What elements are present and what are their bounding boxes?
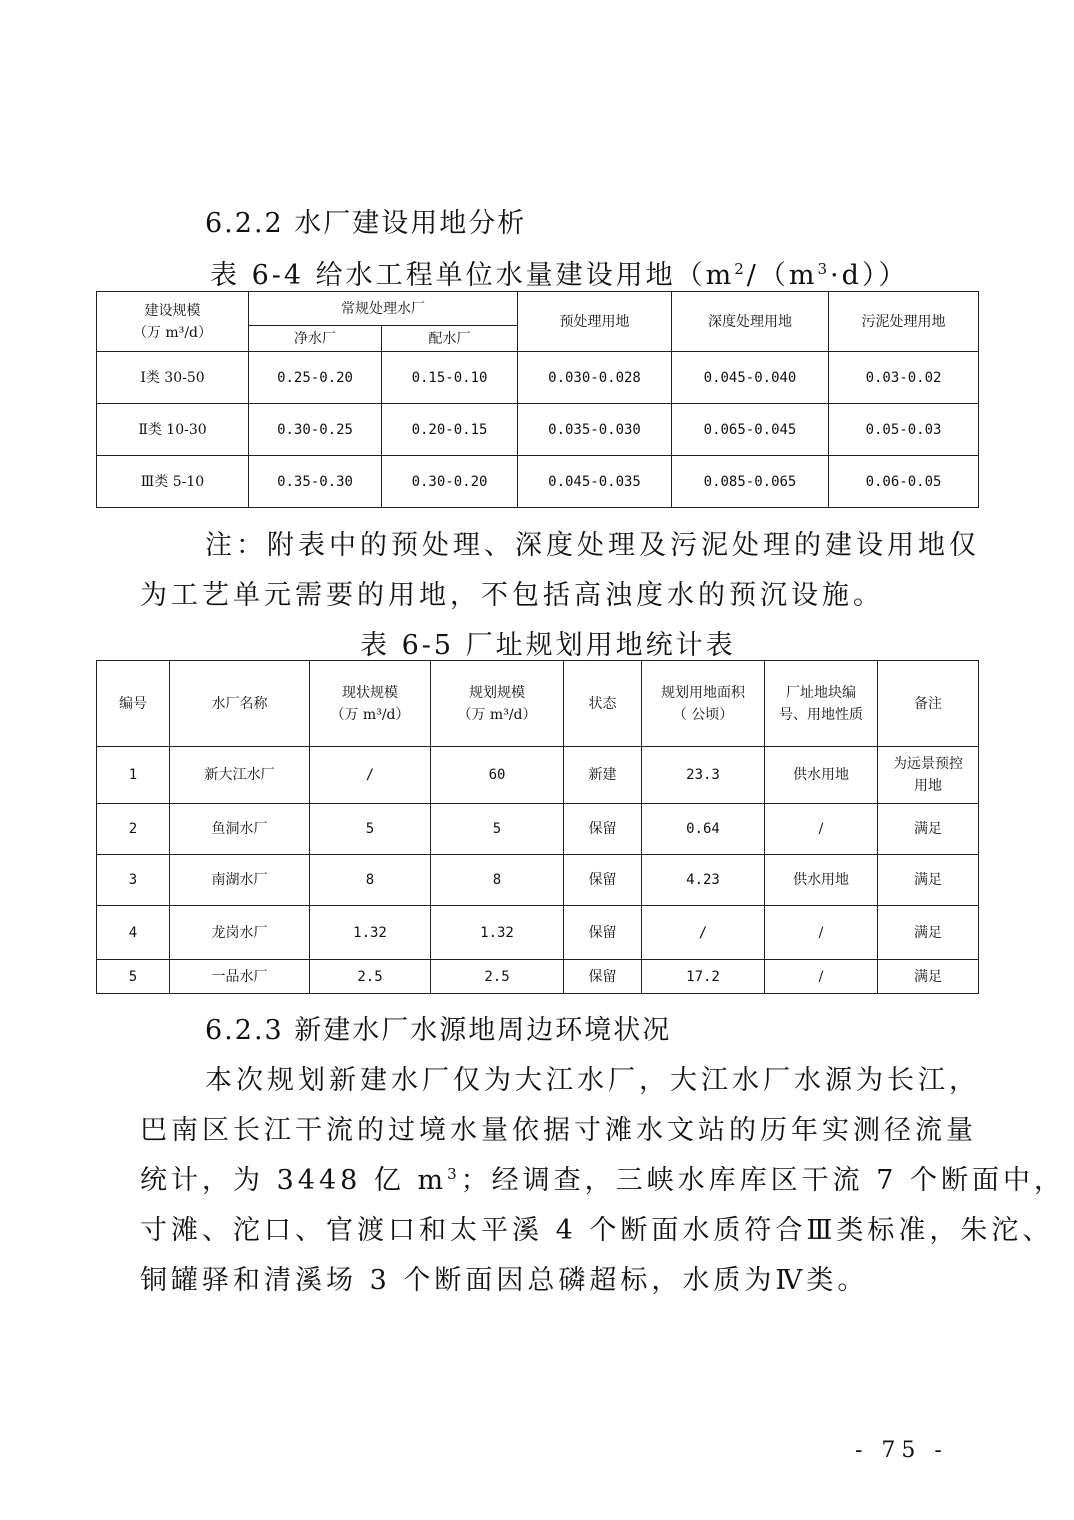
table-row: 2 鱼洞水厂 5 5 保留 0.64 / 满足: [97, 804, 979, 855]
header-planned: 规划规模 （万 m³/d）: [431, 661, 564, 747]
table-row: 5 一品水厂 2.5 2.5 保留 17.2 / 满足: [97, 960, 979, 994]
paragraph-line-5: 铜罐驿和清溪场 3 个断面因总磷超标，水质为Ⅳ类。: [140, 1265, 869, 1296]
paragraph-line-2: 巴南区长江干流的过境水量依据寸滩水文站的历年实测径流量: [140, 1115, 977, 1146]
table-row: 3 南湖水厂 8 8 保留 4.23 供水用地 满足: [97, 855, 979, 906]
paragraph-line-3: 统计，为 3448 亿 $m^3$；经调查，三峡水库库区干流 7 个断面中，: [140, 1165, 1065, 1196]
header-plot: 厂址地块编 号、用地性质: [765, 661, 878, 747]
table-row: 1 新大江水厂 / 60 新建 23.3 供水用地 为远景预控 用地: [97, 747, 979, 804]
table-row: Ⅲ类 5-10 0.35-0.30 0.30-0.20 0.045-0.035 0.085-0.065 0.06-0.05: [97, 456, 979, 508]
header-conventional: 常规处理水厂: [249, 292, 518, 326]
paragraph-line-4: 寸滩、沱口、官渡口和太平溪 4 个断面水质符合Ⅲ类标准，朱沱、: [140, 1215, 1054, 1246]
table-row: 4 龙岗水厂 1.32 1.32 保留 / / 满足: [97, 906, 979, 960]
header-no: 编号: [97, 661, 170, 747]
note-line-1: 注：附表中的预处理、深度处理及污泥处理的建设用地仅: [205, 530, 980, 561]
note-line-2: 为工艺单元需要的用地，不包括高浊度水的预沉设施。: [140, 580, 884, 611]
paragraph-line-1: 本次规划新建水厂仅为大江水厂，大江水厂水源为长江，: [205, 1065, 980, 1096]
header-status: 状态: [564, 661, 642, 747]
table-6-5: [96, 660, 979, 994]
section-heading-6-2-2: 6.2.2 水厂建设用地分析: [205, 208, 527, 239]
header-remark: 备注: [878, 661, 979, 747]
header-area: 规划用地面积 （ 公顷）: [642, 661, 765, 747]
header-scale: 建设规模 （万 m³/d）: [97, 292, 249, 352]
table-row: Ⅰ类 30-50 0.25-0.20 0.15-0.10 0.030-0.028 0.045-0.040 0.03-0.02: [97, 352, 979, 404]
header-pretreatment: 预处理用地: [518, 292, 672, 352]
header-sludge: 污泥处理用地: [829, 292, 979, 352]
page-number: - 75 -: [855, 1438, 948, 1463]
table-row: Ⅱ类 10-30 0.30-0.25 0.20-0.15 0.035-0.030 0.065-0.045 0.05-0.03: [97, 404, 979, 456]
header-current: 现状规模 （万 m³/d）: [310, 661, 431, 747]
header-purification: 净水厂: [249, 326, 382, 352]
section-heading-6-2-3: 6.2.3 新建水厂水源地周边环境状况: [205, 1015, 672, 1046]
header-distribution: 配水厂: [382, 326, 518, 352]
header-advanced: 深度处理用地: [672, 292, 829, 352]
table-6-5-caption: 表 6-5 厂址规划用地统计表: [360, 630, 736, 661]
header-name: 水厂名称: [170, 661, 310, 747]
table-6-4-caption: 表 6-4 给水工程单位水量建设用地$(m^2/(m^3\cdot d))$: [210, 260, 909, 291]
table-6-4: [96, 291, 979, 508]
